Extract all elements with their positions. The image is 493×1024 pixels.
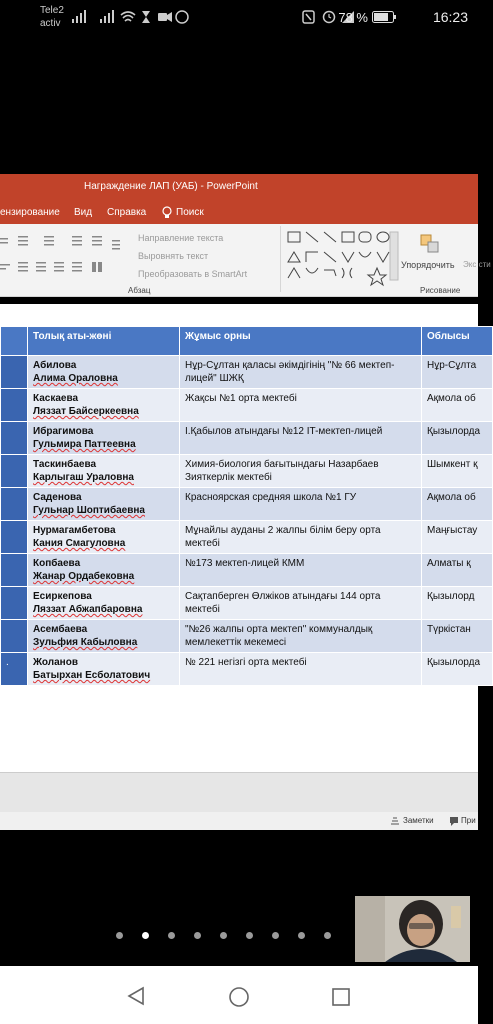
region-cell: Шымкент қ: [422, 455, 493, 488]
notes-button[interactable]: Заметки: [403, 816, 434, 825]
tab-review[interactable]: ензирование: [0, 207, 60, 218]
full-name-cell: [28, 422, 180, 455]
table-row: [1, 488, 493, 521]
recents-icon[interactable]: [331, 987, 351, 1007]
region-cell: Алматы қ: [422, 554, 493, 587]
first-name: Кания Смагуловна: [33, 538, 126, 549]
full-name-cell: [28, 587, 180, 620]
whatsapp-icon: [176, 11, 188, 23]
last-name: Копбаева: [33, 558, 81, 569]
workplace-cell: №173 мектеп-лицей КММ: [180, 554, 422, 587]
phone-status-bar: [0, 0, 478, 36]
table-row: [1, 521, 493, 554]
first-name: Зульфия Кабыловна: [33, 637, 138, 648]
workplace-cell: "№26 жалпы орта мектеп" коммуналдық мемлекеттік мекемесі: [180, 620, 422, 653]
ppt-status-bar: [0, 812, 478, 830]
page-dot[interactable]: [272, 932, 279, 939]
workplace-cell: Красноярская средняя школа №1 ГУ: [180, 488, 422, 521]
table-header-row: [1, 327, 493, 356]
page-dot[interactable]: [116, 932, 123, 939]
paragraph-format-icons: [0, 232, 130, 282]
first-name: Гульмира Паттеевна: [33, 439, 136, 450]
table-row: [1, 653, 493, 686]
last-name: Жоланов: [33, 657, 78, 668]
wifi-icon: [121, 12, 135, 21]
column-header: Жұмыс орны: [180, 327, 422, 356]
last-name: Каскаева: [33, 393, 79, 404]
region-cell: Нұр-Сұлта: [422, 356, 493, 389]
last-name: Таскинбаева: [33, 459, 97, 470]
full-name-cell: [28, 356, 180, 389]
first-name: Алима Ораловна: [33, 373, 118, 384]
hourglass-icon: [142, 11, 150, 23]
video-thumbnail[interactable]: [355, 896, 470, 962]
column-header: Облысы: [422, 327, 493, 356]
align-text-button[interactable]: Выровнять текст: [138, 251, 209, 261]
workplace-cell: Жақсы №1 орта мектебі: [180, 389, 422, 422]
page-dot[interactable]: [246, 932, 253, 939]
nfc-icon: [303, 11, 314, 23]
workplace-cell: № 221 негізгі орта мектебі: [180, 653, 422, 686]
page-dot-active[interactable]: [142, 932, 149, 939]
home-icon[interactable]: [228, 986, 250, 1008]
workplace-cell: І.Қабылов атындағы №12 IT-мектеп-лицей: [180, 422, 422, 455]
window-title: Награждение ЛАП (УАБ) - PowerPoint: [84, 181, 258, 192]
column-header: [1, 327, 28, 356]
android-nav-bar: [0, 966, 478, 1024]
last-name: Асембаева: [33, 624, 88, 635]
row-number: .: [1, 653, 28, 686]
last-name: Абилова: [33, 360, 77, 371]
last-name: Нурмагамбетова: [33, 525, 116, 536]
group-label-drawing: Рисование: [420, 286, 461, 295]
clock: 16:23: [432, 9, 468, 25]
signal-icon: [72, 10, 114, 23]
full-name-cell: [28, 653, 180, 686]
workplace-cell: Сақтапберген Өлжіков атындағы 144 орта мектебі: [180, 587, 422, 620]
region-cell: Қызылорда: [422, 422, 493, 455]
region-cell: Қызылорда: [422, 653, 493, 686]
column-header: Толық аты-жөні: [28, 327, 180, 356]
row-number: [1, 356, 28, 389]
arrange-icon[interactable]: [418, 232, 442, 256]
region-cell: Түркістан: [422, 620, 493, 653]
row-number: [1, 554, 28, 587]
awards-table: [0, 326, 493, 686]
table-row: [1, 554, 493, 587]
status-icons: [72, 10, 192, 26]
full-name-cell: [28, 488, 180, 521]
battery-percent: 78 %: [338, 10, 368, 25]
row-number: [1, 389, 28, 422]
carrier-name-2: activ: [40, 18, 61, 29]
last-name: Есиркепова: [33, 591, 92, 602]
page-dot[interactable]: [220, 932, 227, 939]
row-number: [1, 488, 28, 521]
last-name: Саденова: [33, 492, 82, 503]
region-cell: Маңғыстау: [422, 521, 493, 554]
arrange-button[interactable]: Упорядочить: [401, 260, 455, 270]
participant-video: [355, 896, 470, 962]
comments-icon: [449, 816, 459, 826]
last-name: Ибрагимова: [33, 426, 94, 437]
row-number: [1, 455, 28, 488]
table-row: [1, 356, 493, 389]
workplace-cell: Мұнайлы ауданы 2 жалпы білім беру орта мектебі: [180, 521, 422, 554]
table-row: [1, 620, 493, 653]
full-name-cell: [28, 554, 180, 587]
slide-thumbnail-strip: [0, 772, 478, 813]
first-name: Карлыгаш Ураловна: [33, 472, 134, 483]
region-cell: Ақмола об: [422, 389, 493, 422]
full-name-cell: [28, 620, 180, 653]
first-name: Батырхан Есболатович: [33, 670, 151, 681]
page-dot[interactable]: [168, 932, 175, 939]
row-number: [1, 422, 28, 455]
first-name: Ляззат Байсеркеевна: [33, 406, 139, 417]
express-styles-button[interactable]: Экс сти: [463, 260, 491, 269]
first-name: Жанар Ордабековна: [33, 571, 135, 582]
workplace-cell: Нұр-Сұлтан қаласы әкімдігінің "№ 66 мектеп-лицей" ШЖҚ: [180, 356, 422, 389]
workplace-cell: Химия-биология бағытындағы Назарбаев Зияткерлік мектебі: [180, 455, 422, 488]
text-direction-button[interactable]: Направление текста: [138, 233, 224, 243]
alarm-icon: [324, 12, 335, 23]
full-name-cell: [28, 455, 180, 488]
table-row: [1, 587, 493, 620]
ribbon-panel: [0, 224, 491, 297]
full-name-cell: [28, 389, 180, 422]
table-row: [1, 389, 493, 422]
lightbulb-icon: [161, 206, 173, 220]
page-dot[interactable]: [298, 932, 305, 939]
group-label-paragraph: Абзац: [128, 286, 151, 295]
comments-button[interactable]: При: [461, 816, 476, 825]
full-name-cell: [28, 521, 180, 554]
page-dot[interactable]: [324, 932, 331, 939]
battery-icon: [372, 11, 398, 24]
page-dot[interactable]: [194, 932, 201, 939]
first-name: Гульнар Шоптибаевна: [33, 505, 145, 516]
shapes-gallery[interactable]: [286, 230, 400, 284]
search-tab[interactable]: Поиск: [176, 207, 204, 218]
row-number: [1, 587, 28, 620]
video-icon: [158, 12, 172, 22]
ppt-title-bar: [0, 174, 478, 202]
back-icon[interactable]: [126, 986, 146, 1006]
region-cell: Ақмола об: [422, 488, 493, 521]
table-row: [1, 422, 493, 455]
ppt-ribbon-tabs: [0, 202, 478, 224]
convert-smartart-button[interactable]: Преобразовать в SmartArt: [138, 269, 248, 279]
row-number: [1, 620, 28, 653]
table-row: [1, 455, 493, 488]
notes-icon: [390, 816, 400, 826]
tab-view[interactable]: Вид: [74, 207, 93, 218]
first-name: Ляззат Абжапбаровна: [33, 604, 143, 615]
slide-canvas: [0, 304, 481, 772]
region-cell: Қызылорд: [422, 587, 493, 620]
row-number: [1, 521, 28, 554]
divider: [280, 226, 281, 292]
carrier-name: Tele2: [40, 5, 64, 16]
tab-help[interactable]: Справка: [107, 207, 147, 218]
